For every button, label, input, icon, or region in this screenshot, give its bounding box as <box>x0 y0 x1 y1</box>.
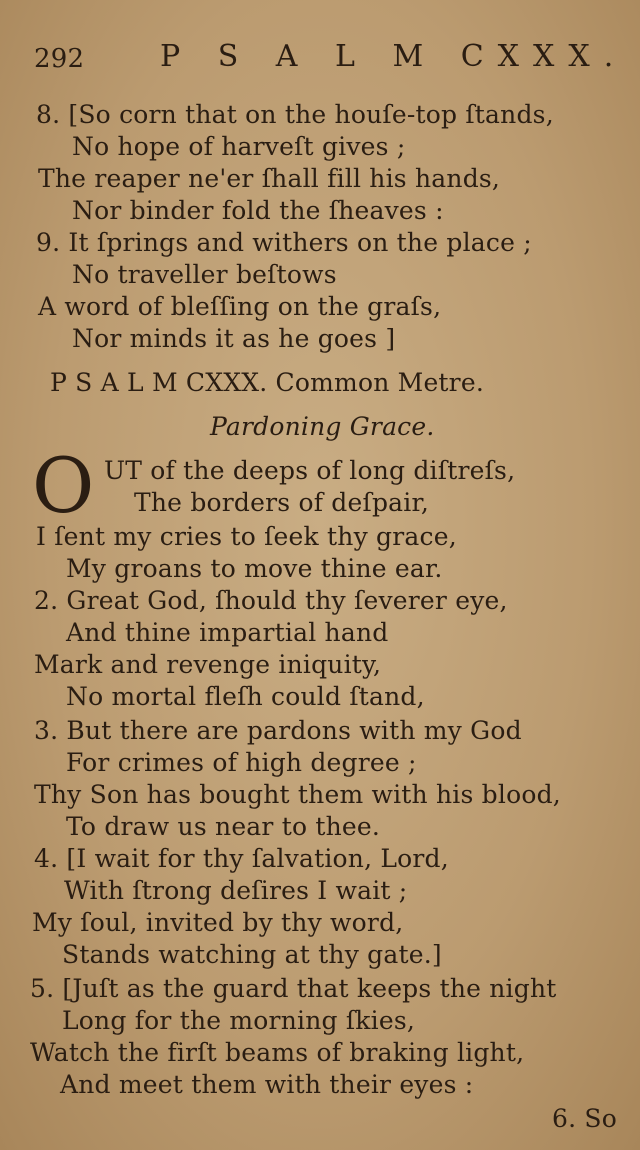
verse-line: 4. [I wait for thy ſalvation, Lord, <box>34 844 449 873</box>
verse-line: 3. But there are pardons with my God <box>34 716 522 745</box>
verse-line: 9. It ſprings and withers on the place ; <box>36 228 532 257</box>
verse-line: Long for the morning ſkies, <box>62 1006 416 1035</box>
verse-line: Nor minds it as he goes ] <box>72 324 396 353</box>
verse-line: With ſtrong deſires I wait ; <box>64 876 408 905</box>
verse-line: The reaper ne'er ſhall fill his hands, <box>38 164 501 193</box>
verse-line: Watch the firſt beams of braking light, <box>30 1038 525 1067</box>
verse-line: My ſoul, invited by thy word, <box>32 908 404 937</box>
verse-line: Thy Son has bought them with his blood, <box>34 780 561 809</box>
verse-line: No hope of harveſt gives ; <box>72 132 406 161</box>
verse-line: A word of bleſſing on the graſs, <box>38 292 442 321</box>
verse-line: Stands watching at thy gate.] <box>62 940 442 969</box>
verse-line: And thine impartial hand <box>66 618 389 647</box>
running-head: P S A L M CXXX. <box>160 39 628 74</box>
verse-line: 2. Great God, ſhould thy ſeverer eye, <box>34 586 508 615</box>
psalm-title: P S A L M CXXX. Common Metre. <box>50 368 484 397</box>
page-number: 292 <box>34 44 85 74</box>
drop-cap: O <box>32 441 95 530</box>
verse-line: Nor binder fold the ſheaves : <box>72 196 444 225</box>
verse-line: To draw us near to thee. <box>66 812 381 841</box>
verse-line: No mortal fleſh could ſtand, <box>66 682 425 711</box>
verse-line: For crimes of high degree ; <box>66 748 417 777</box>
verse-line: No traveller beſtows <box>72 260 337 289</box>
verse-line: My groans to move thine ear. <box>66 554 443 583</box>
verse-line: 5. [Juſt as the guard that keeps the night <box>30 974 557 1003</box>
verse-line: UT of the deeps of long diſtreſs, <box>104 456 516 485</box>
verse-line: 8. [So corn that on the houſe-top ſtands, <box>36 100 554 129</box>
verse-line: The borders of deſpair, <box>134 488 430 517</box>
verse-line: Mark and revenge iniquity, <box>34 650 382 679</box>
verse-line: And meet them with their eyes : <box>60 1070 474 1099</box>
psalm-subtitle: Pardoning Grace. <box>210 412 435 441</box>
verse-line: I ſent my cries to ſeek thy grace, <box>36 522 457 551</box>
catchword: 6. So <box>552 1104 617 1133</box>
